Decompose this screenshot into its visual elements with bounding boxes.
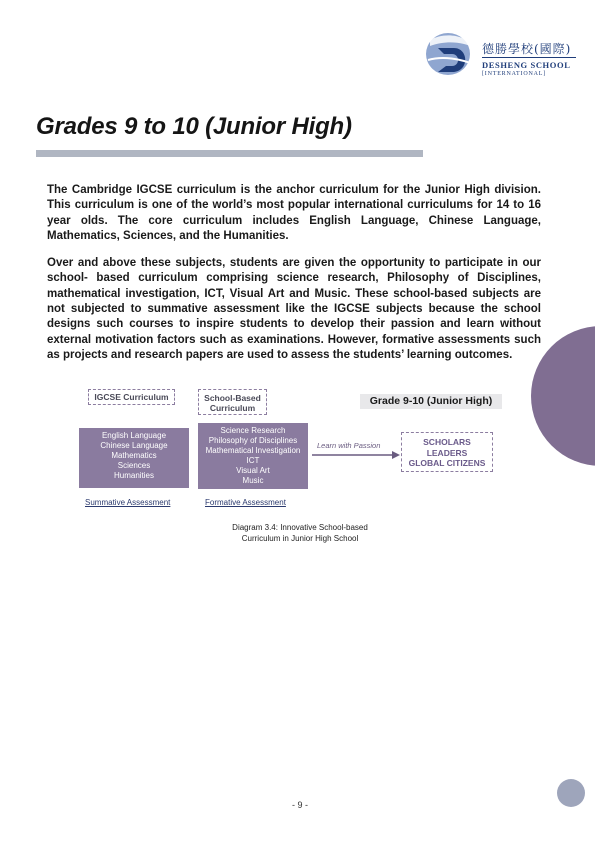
school-based-curriculum-label	[198, 389, 267, 415]
page-title: Grades 9 to 10 (Junior High)	[36, 113, 352, 140]
school-label-line-2: Curriculum	[209, 403, 256, 413]
igcse-curriculum-label: IGCSE Curriculum	[88, 389, 175, 405]
school-logo	[424, 26, 574, 82]
school-subjects-box	[198, 423, 308, 489]
page-number: - 9 -	[291, 800, 308, 810]
school-emblem-icon	[424, 26, 480, 82]
school-subject: Music	[242, 476, 264, 485]
igcse-subject: English Language	[101, 431, 167, 440]
formative-assessment-label: Formative Assessment	[205, 498, 286, 507]
corner-dot-decoration	[557, 779, 585, 807]
igcse-subjects-box	[79, 428, 189, 488]
school-subject: Science Research	[220, 426, 286, 435]
school-subject: Visual Art	[236, 466, 270, 475]
igcse-subject: Sciences	[117, 461, 151, 470]
outcome-item: LEADERS	[426, 447, 468, 458]
logo-divider	[482, 57, 576, 58]
igcse-subject: Humanities	[113, 471, 154, 480]
caption-line-2: Curriculum in Junior High School	[241, 534, 359, 543]
title-underline-bar	[36, 150, 423, 157]
school-subject: Philosophy of Disciplines	[208, 436, 298, 445]
caption-line-1: Diagram 3.4: Innovative School-based	[232, 523, 368, 532]
grade-label: Grade 9-10 (Junior High)	[360, 394, 502, 409]
outcome-item: GLOBAL CITIZENS	[408, 458, 486, 468]
school-label-line-1: School-Based	[204, 393, 261, 403]
igcse-subject: Chinese Language	[100, 441, 168, 450]
igcse-subject: Mathematics	[111, 451, 157, 460]
logo-english-subname: [INTERNATIONAL]	[482, 71, 546, 77]
outcomes-box	[401, 432, 493, 472]
learn-with-passion-arrow	[312, 436, 400, 464]
logo-chinese-name: 德勝學校(國際)	[482, 42, 572, 56]
summative-assessment-label: Summative Assessment	[85, 498, 171, 507]
body-text	[47, 183, 541, 375]
school-subject: Mathematical Investigation	[205, 446, 301, 455]
arrow-label: Learn with Passion	[317, 441, 381, 450]
paragraph-2: Over and above these subjects, students are given the opportunity to participate in our school- based curriculum comprising science research, Philosophy of Disciplines, mathematical investigation, ICT, Visual Art and Music. These school-based subjects are not subjected to summative assessment like the IGCSE subjects because the school designs such courses to inspire students to develop their passion and learn without external motivation factors such as examinations. However, formative assessments such as projects and research papers are used to assess the students’ learning outcomes.	[47, 257, 541, 361]
paragraph-1: The Cambridge IGCSE curriculum is the anchor curriculum for the Junior High division. This curriculum is one of the world’s most popular international curriculums for 14 to 16 year olds. The core curriculum includes English Language, Chinese Language, Mathematics, Sciences, and the Humanities.	[47, 184, 541, 242]
curriculum-diagram	[79, 384, 519, 534]
right-arrow-icon	[312, 450, 400, 460]
diagram-caption	[190, 522, 410, 544]
outcome-item: SCHOLARS	[423, 437, 471, 447]
school-subject: ICT	[246, 456, 260, 465]
logo-english-name: DESHENG SCHOOL	[482, 60, 571, 70]
